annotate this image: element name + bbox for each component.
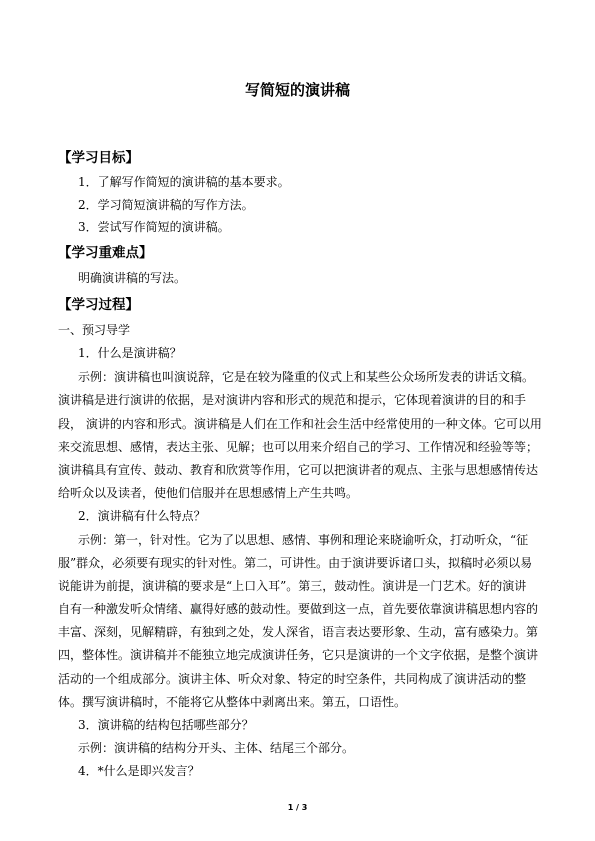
question-2: 2．演讲稿有什么特点？: [78, 509, 206, 523]
answer-2-line: 说能讲为前提，演讲稿的要求是“上口入耳”。第三，鼓动性。演讲是一门艺术。好的演讲: [58, 579, 527, 593]
answer-2-line: 服”群众，必须要有现实的针对性。第二，可讲性。由于演讲要诉诸口头，拟稿时必须以易: [58, 556, 533, 570]
answer-2-line: 丰富、深刻，见解精辟，有独到之处，发人深省，语言表达要形象、生动，富有感染力。第: [58, 625, 539, 639]
answer-1-line: 示例：演讲稿也叫演说辞，它是在较为隆重的仪式上和某些公众场所发表的讲话文稿。: [78, 370, 535, 384]
goal-item: 1．了解写作简短的演讲稿的基本要求。: [78, 175, 290, 189]
answer-2-line: 活动的一个组成部分。演讲主体、听众对象、特定的时空条件，共同构成了演讲活动的整: [58, 672, 527, 686]
answer-1-line: 演讲稿具有宣传、鼓动、教育和欣赏等作用，它可以把演讲者的观点、主张与思想感情传达: [58, 463, 539, 477]
section-heading-process: 【学习过程】: [58, 297, 139, 313]
goal-item: 2．学习简短演讲稿的写作方法。: [78, 198, 254, 212]
answer-2-line: 自有一种激发听众情绪、赢得好感的鼓动性。要做到这一点，首先要依靠演讲稿思想内容的: [58, 602, 539, 616]
answer-2-line: 示例：第一，针对性。它为了以思想、感情、事例和理论来晓谕听众，打动听众，“征: [78, 533, 529, 547]
question-3: 3．演讲稿的结构包括哪些部分？: [78, 718, 254, 732]
answer-3: 示例：演讲稿的结构分开头、主体、结尾三个部分。: [78, 741, 355, 755]
answer-2-line: 四，整体性。演讲稿并不能独立地完成演讲任务，它只是演讲的一个文字依据，是整个演讲: [58, 648, 539, 662]
answer-1-line: 来交流思想、感情，表达主张、见解；也可以用来介绍自己的学习、工作情况和经验等等；: [58, 440, 539, 454]
goal-item: 3．尝试写作简短的演讲稿。: [78, 220, 230, 234]
section-heading-goals: 【学习目标】: [58, 150, 139, 166]
page-number: 1 / 3: [287, 803, 308, 812]
part-heading: 一、预习导学: [58, 323, 131, 337]
answer-2-line: 体。撰写演讲稿时，不能将它从整体中剥离出来。第五，口语性。: [58, 695, 407, 709]
key-point-text: 明确演讲稿的写法。: [78, 271, 187, 285]
question-4: 4．*什么是即兴发言？: [78, 764, 200, 778]
answer-1-line: 段， 演讲的内容和形式。演讲稿是人们在工作和社会生活中经常使用的一种文体。它可以用: [58, 417, 542, 431]
answer-1-line: 演讲稿是进行演讲的依据，是对演讲内容和形式的规范和提示，它体现着演讲的目的和手: [58, 393, 527, 407]
section-heading-key: 【学习重难点】: [58, 245, 153, 261]
page-title: 写简短的演讲稿: [244, 81, 350, 99]
answer-1-line: 给听众以及读者，使他们信服并在思想感情上产生共鸣。: [58, 486, 359, 500]
question-1: 1．什么是演讲稿？: [78, 346, 182, 360]
